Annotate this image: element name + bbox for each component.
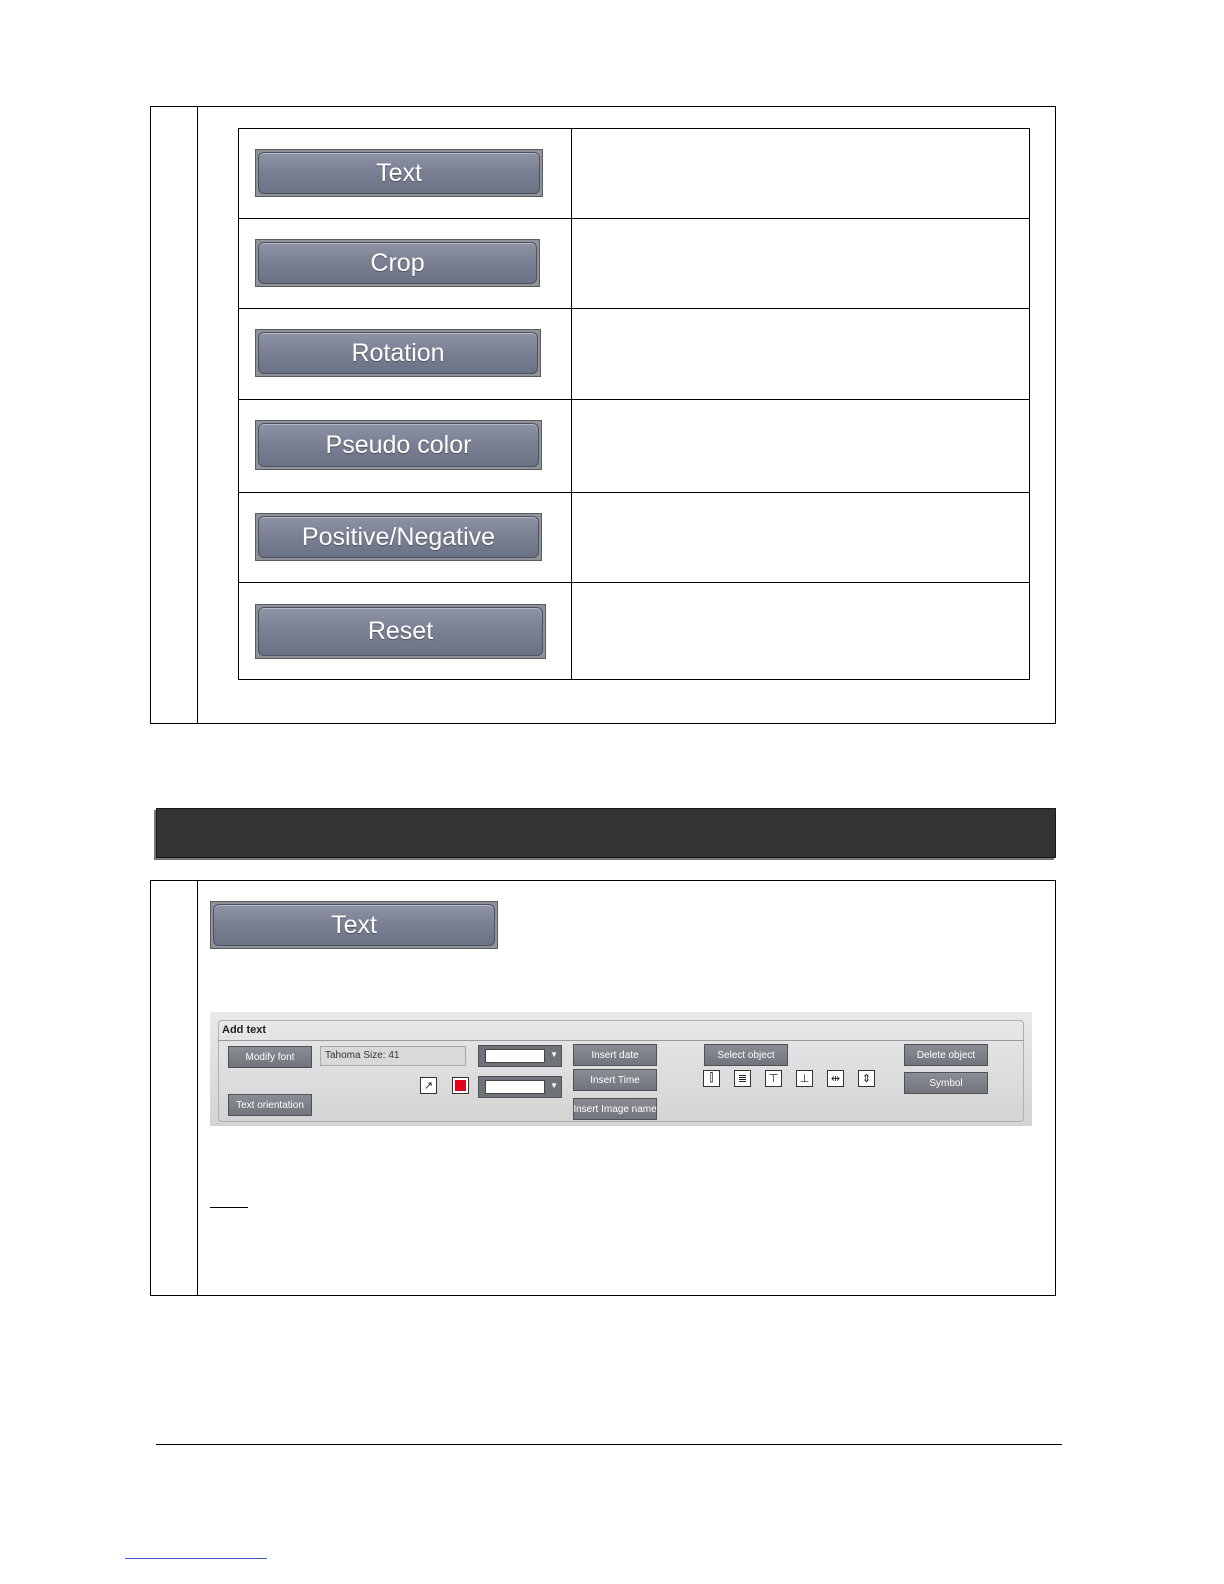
font-readout: Tahoma Size: 41	[320, 1046, 466, 1066]
add-text-panel	[210, 1012, 1032, 1126]
text-section-button[interactable]	[210, 901, 498, 949]
tool-desc-crop	[572, 219, 1030, 309]
align-right-icon[interactable]: ≣	[734, 1070, 751, 1087]
tool-desc-positive-negative	[572, 493, 1030, 583]
footer-link-underline	[125, 1558, 267, 1559]
crop-tool-button[interactable]	[255, 239, 540, 287]
pseudo-color-tool-label: Pseudo color	[258, 423, 539, 467]
tool-row-reset	[239, 583, 572, 680]
tool-row-text	[239, 129, 572, 219]
insert-image-name-button[interactable]: Insert Image name	[573, 1098, 657, 1120]
text-color-preview	[485, 1080, 545, 1094]
background-color-select[interactable]	[478, 1045, 562, 1067]
tool-row-pseudo-color	[239, 400, 572, 493]
rotation-tool-label: Rotation	[258, 332, 538, 374]
tool-desc-pseudo-color	[572, 400, 1030, 493]
tool-table	[238, 128, 1030, 680]
tool-row-rotation	[239, 309, 572, 400]
section-heading-bar	[156, 808, 1056, 858]
footer-rule	[156, 1444, 1062, 1445]
text-section-button-label: Text	[213, 904, 495, 946]
tools-frame-gutter	[197, 107, 198, 723]
text-orientation-button[interactable]: Text orientation	[228, 1094, 312, 1116]
delete-object-button[interactable]: Delete object	[904, 1044, 988, 1066]
chevron-down-icon: ▼	[550, 1081, 558, 1090]
insert-date-button[interactable]: Insert date	[573, 1044, 657, 1066]
align-left-icon[interactable]: ⫿	[703, 1070, 720, 1087]
arrow-tool-icon[interactable]: ↗	[420, 1077, 437, 1094]
tool-row-positive-negative	[239, 493, 572, 583]
select-object-button[interactable]: Select object	[704, 1044, 788, 1066]
modify-font-button[interactable]: Modify font	[228, 1046, 312, 1068]
crop-tool-label: Crop	[258, 242, 537, 284]
reset-tool-button[interactable]	[255, 604, 546, 659]
text-tool-label: Text	[258, 152, 540, 194]
color-swatch-button[interactable]	[452, 1077, 469, 1094]
tool-desc-rotation	[572, 309, 1030, 400]
add-text-title-divider	[218, 1040, 1024, 1041]
text-section-gutter	[197, 881, 198, 1295]
reset-tool-label: Reset	[258, 607, 543, 656]
positive-negative-tool-label: Positive/Negative	[258, 516, 539, 558]
note-underline	[210, 1207, 248, 1208]
tool-desc-text	[572, 129, 1030, 219]
pseudo-color-tool-button[interactable]	[255, 420, 542, 470]
insert-time-button[interactable]: Insert Time	[573, 1069, 657, 1091]
add-text-title: Add text	[222, 1024, 266, 1036]
center-vertical-icon[interactable]: ⇕	[858, 1070, 875, 1087]
align-top-icon[interactable]: ⊤	[765, 1070, 782, 1087]
text-color-select[interactable]	[478, 1076, 562, 1098]
red-color-icon	[455, 1080, 466, 1091]
tool-desc-reset	[572, 583, 1030, 680]
positive-negative-tool-button[interactable]	[255, 513, 542, 561]
background-color-preview	[485, 1049, 545, 1063]
tool-row-crop	[239, 219, 572, 309]
align-bottom-icon[interactable]: ⊥	[796, 1070, 813, 1087]
center-horizontal-icon[interactable]: ⇹	[827, 1070, 844, 1087]
chevron-down-icon: ▼	[550, 1050, 558, 1059]
symbol-button[interactable]: Symbol	[904, 1072, 988, 1094]
rotation-tool-button[interactable]	[255, 329, 541, 377]
text-tool-button[interactable]	[255, 149, 543, 197]
